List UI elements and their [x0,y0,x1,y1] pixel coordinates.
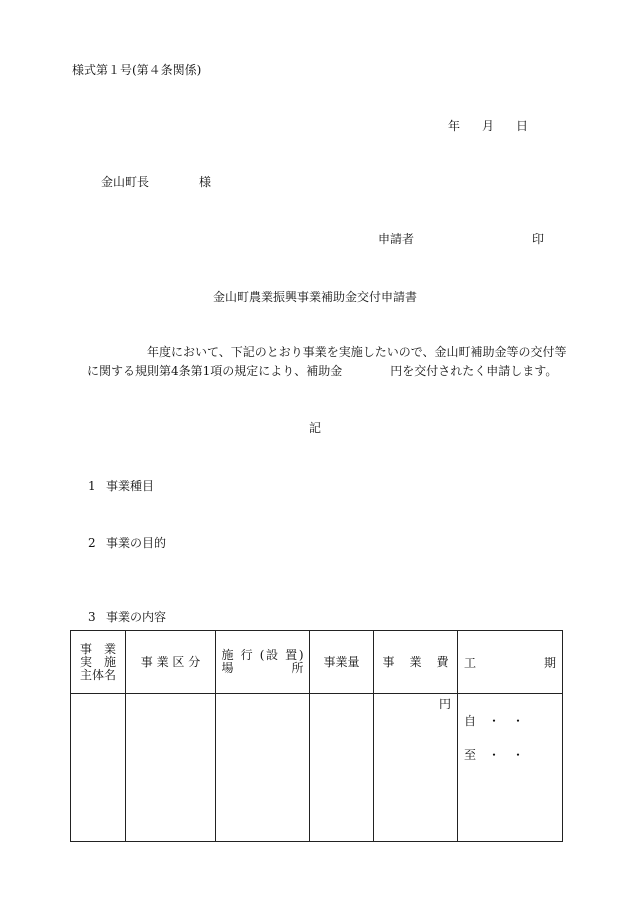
body-text-part1: 年度において、下記のとおり事業を実施したいので、金山町補助金等の交付等に関する規則第4条第1項の規定により、補助金 [87,345,567,378]
yen-unit: 円 [438,697,451,711]
cell-volume [310,694,374,842]
period-from: 自 ・ ・ [464,714,525,728]
header-business-category: 事 業 区 分 [126,631,216,694]
form-number: 様式第１号(第４条関係) [72,63,202,77]
date-line [448,117,528,134]
cell-location [216,694,310,842]
date-day-label: 日 [516,119,529,133]
cell-category [126,694,216,842]
cell-cost [374,694,458,842]
item-business-content [88,608,166,625]
document-title: 金山町農業振興事業補助金交付申請書 [212,290,417,304]
item-number: 1 [88,479,96,493]
table-header-row [71,631,563,694]
addressee-honorific: 様 [199,175,212,189]
ki-mark: 記 [308,421,321,435]
item-number: 2 [88,536,96,550]
period-to: 至 ・ ・ [464,748,525,762]
seal-mark: 印 [532,232,545,246]
addressee [101,173,211,190]
date-year-label: 年 [448,119,461,133]
table-row [71,694,563,842]
cell-entity [71,694,126,842]
item-label: 事業の内容 [106,610,167,624]
cell-period [458,694,563,842]
addressee-name: 金山町長 [101,175,150,189]
business-content-table [70,630,563,842]
applicant [378,230,544,247]
body-text-part2: 円を交付されたく申請します。 [390,364,558,378]
item-business-purpose [88,534,166,551]
date-month-label: 月 [482,119,495,133]
item-business-type [88,477,154,494]
application-body [87,343,567,381]
item-label: 事業の目的 [106,536,167,550]
item-number: 3 [88,610,96,624]
header-implementing-entity: 事 業 実 施 主体名 [71,631,126,694]
item-label: 事業種目 [106,479,155,493]
header-business-cost: 事 業 費 [374,631,458,694]
header-construction-location: 施 行 (設 置) 場 所 [216,631,310,694]
header-business-volume: 事業量 [310,631,374,694]
header-construction-period: 工 期 [458,631,563,694]
applicant-label: 申請者 [378,232,415,246]
